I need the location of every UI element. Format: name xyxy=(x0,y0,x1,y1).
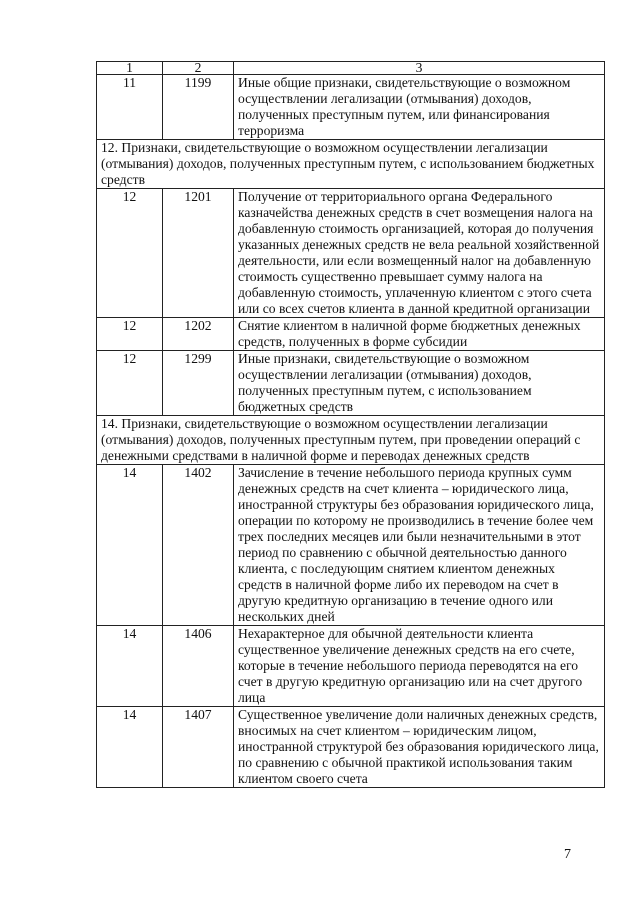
indicator-code: 1402 xyxy=(163,465,234,626)
indicator-code: 1406 xyxy=(163,626,234,707)
table-row xyxy=(97,465,605,626)
section-code: 11 xyxy=(97,75,163,140)
indicator-code: 1201 xyxy=(163,189,234,318)
section-code: 14 xyxy=(97,626,163,707)
indicator-code: 1199 xyxy=(163,75,234,140)
table-header-row xyxy=(97,62,605,75)
section-heading: 12. Признаки, свидетельствующие о возможном осуществлении легализации (отмывания) доходов, полученных преступным путем, с использованием бюджетных средств xyxy=(97,140,605,189)
section-heading: 14. Признаки, свидетельствующие о возможном осуществлении легализации (отмывания) доходов, полученных преступным путем, при проведении операций с денежными средствами в наличной форме и переводах денежных средств xyxy=(97,416,605,465)
section-heading-row xyxy=(97,140,605,189)
header-col-2: 2 xyxy=(163,62,234,75)
section-code: 12 xyxy=(97,318,163,351)
indicator-code: 1407 xyxy=(163,707,234,788)
indicator-code: 1299 xyxy=(163,351,234,416)
indicator-code: 1202 xyxy=(163,318,234,351)
section-code: 14 xyxy=(97,707,163,788)
section-code: 14 xyxy=(97,465,163,626)
table-row xyxy=(97,189,605,318)
indicators-table xyxy=(96,61,605,788)
indicator-description: Нехарактерное для обычной деятельности клиента существенное увеличение денежных средств на его счете, которые в течение небольшого периода переводятся на его счет в другую кредитную организацию или на счет другого лица xyxy=(234,626,605,707)
section-code: 12 xyxy=(97,351,163,416)
indicator-description: Иные общие признаки, свидетельствующие о возможном осуществлении легализации (отмывания) доходов, полученных преступным путем, или финансирования терроризма xyxy=(234,75,605,140)
indicator-description: Существенное увеличение доли наличных денежных средств, вносимых на счет клиентом – юридическим лицом, иностранной структурой без образования юридического лица, по сравнению с обычной практикой использования таким клиентом своего счета xyxy=(234,707,605,788)
indicator-description: Зачисление в течение небольшого периода крупных сумм денежных средств на счет клиента – юридического лица, иностранной структуры без образования юридического лица, операции по которому не производились в течение более чем трех последних месяцев или были незначительными в этот период по сравнению с обычной деятельностью данного клиента, с последующим снятием клиентом денежных средств в наличной форме либо их переводом на счет в другую кредитную организацию в течение одного или нескольких дней xyxy=(234,465,605,626)
header-col-3: 3 xyxy=(234,62,605,75)
indicator-description: Снятие клиентом в наличной форме бюджетных денежных средств, полученных в форме субсидии xyxy=(234,318,605,351)
section-code: 12 xyxy=(97,189,163,318)
indicator-description: Иные признаки, свидетельствующие о возможном осуществлении легализации (отмывания) доходов, полученных преступным путем, с использованием бюджетных средств xyxy=(234,351,605,416)
table-row xyxy=(97,626,605,707)
page-number: 7 xyxy=(564,847,571,862)
table-row xyxy=(97,707,605,788)
section-heading-row xyxy=(97,416,605,465)
table-row xyxy=(97,75,605,140)
indicator-description: Получение от территориального органа Федерального казначейства денежных средств в счет возмещения налога на добавленную стоимость организацией, которая до получения указанных денежных средств не вела реальной хозяйственной деятельности, или если возмещенный налог на добавленную стоимость существенно превышает сумму налога на добавленную стоимость, уплаченную клиентом с этого счета или со всех счетов клиента в данной кредитной организации xyxy=(234,189,605,318)
table-row xyxy=(97,351,605,416)
table-row xyxy=(97,318,605,351)
header-col-1: 1 xyxy=(97,62,163,75)
